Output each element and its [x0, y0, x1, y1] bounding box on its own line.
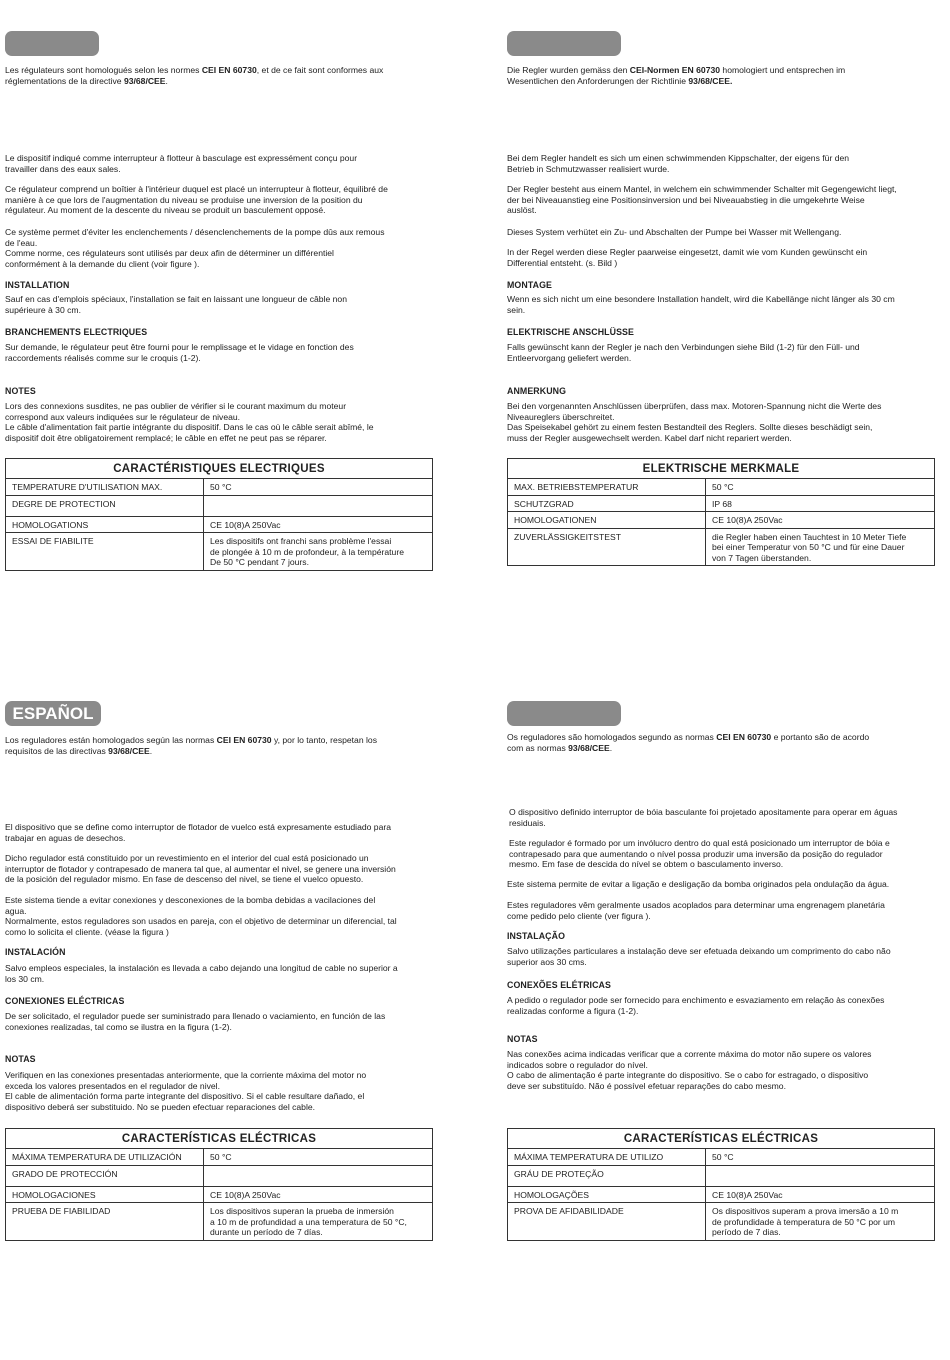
notes-paragraph: Nas conexões acima indicadas verificar que a corrente máxima do motor não supere os valores indicados sobre o regulador do nível. O cabo de alimentação é parte integrante do dispositivo. Se o cabo for estragado, o dispositivo deve ser substituído. Não é possível efetuar reparações do cabo mesmo.: [507, 1049, 872, 1091]
table-row: ESSAI DE FIABILITE Les dispositifs ont franchi sans problème l'essai de plongée à 10 m de profondeur, à la température De 50 °C pendant 7 jours.: [6, 533, 433, 571]
table-row: SCHUTZGRAD IP 68: [508, 495, 935, 512]
table-title: CARACTERÍSTICAS ELÉCTRICAS: [6, 1129, 433, 1149]
intro-paragraph: Los reguladores están homologados según las normas CEI EN 60730 y, por lo tanto, respetan los requisitos de las directivas 93/68/CEE.: [5, 735, 377, 756]
language-label-spanish: ESPAÑOL: [5, 701, 101, 726]
connections-paragraph: Sur demande, le régulateur peut être fourni pour le remplissage et le vidage en fonction des raccordements réalisés comme sur le croquis (1-2).: [5, 342, 354, 363]
installation-paragraph: Wenn es sich nicht um eine besondere Installation handelt, wird die Kabellänge nicht länger als 30 cm sein.: [507, 294, 895, 315]
table-row: HOMOLOGATIONS CE 10(8)A 250Vac: [6, 516, 433, 533]
connections-paragraph: De ser solicitado, el regulador puede ser suministrado para llenado o vaciamiento, en función de las conexiones realizadas, tal como se ilustra en la figura (1-2).: [5, 1011, 386, 1032]
table-row: HOMOLOGACIONES CE 10(8)A 250Vac: [6, 1186, 433, 1203]
connections-heading: BRANCHEMENTS ELECTRIQUES: [5, 327, 148, 337]
table-row: MÁXIMA TEMPERATURA DE UTILIZO 50 °C: [508, 1149, 935, 1166]
connections-heading: CONEXIONES ELÉCTRICAS: [5, 996, 125, 1006]
table-title: ELEKTRISCHE MERKMALE: [508, 459, 935, 479]
installation-paragraph: Salvo empleos especiales, la instalación es llevada a cabo dejando una longitud de cable no superior a los 30 cm.: [5, 963, 398, 984]
description-paragraph: Dieses System verhütet ein Zu- und Abschalten der Pumpe bei Wasser mit Wellengang.: [507, 227, 842, 237]
description-paragraph: Dicho regulador está constituido por un revestimiento en el interior del cual está posicionado un interruptor de flotador y contrapesado de manera tal que, al aumentar el nivel, se genere una inversión de la posición del regulador mismo. En fase de descenso del nivel, se tiene el vuelco opuesto.: [5, 853, 396, 884]
installation-heading: MONTAGE: [507, 280, 553, 290]
connections-paragraph: A pedido o regulador pode ser fornecido para enchimento e esvaziamento em relação às conexões realizadas conforme a figura (1-2).: [507, 995, 885, 1016]
electrical-specs-table: [507, 458, 935, 566]
table-row: PRUEBA DE FIABILIDAD Los dispositivos superan la prueba de inmersión a 10 m de profundidad a una temperatura de 50 °C, durante un período de 7 días.: [6, 1203, 433, 1241]
french-section: [5, 31, 435, 591]
installation-paragraph: Salvo utilizações particulares a instalação deve ser efetuada deixando um comprimento do cabo não superior aos 30 cms.: [507, 946, 891, 967]
description-paragraph: In der Regel werden diese Regler paarweise eingesetzt, damit wie vom Kunden gewünscht ein Differential entsteht. (s. Bild ): [507, 247, 868, 268]
notes-heading: ANMERKUNG: [507, 386, 567, 396]
table-row: GRÁU DE PROTEÇÃO: [508, 1165, 935, 1186]
table-row: HOMOLOGAÇÕES CE 10(8)A 250Vac: [508, 1186, 935, 1203]
description-paragraph: Ce système permet d'éviter les enclenchements / désenclenchements de la pompe dûs aux remous de l'eau. Comme norme, ces régulateurs sont utilisés par deux afin de déterminer un différentiel conformément à la demande du client (voir figure ).: [5, 227, 385, 269]
electrical-specs-table: [507, 1128, 935, 1241]
notes-paragraph: Verifiquen en las conexiones presentadas anteriormente, que la corriente máxima del motor no exceda los valores presentados en el regulador de nivel. El cable de alimentación forma parte integrante del dispositivo. Si el cable resultare dañado, el dispositivo deberá ser substituido. No se pueden efectuar reparaciones del cable.: [5, 1070, 367, 1112]
notes-paragraph: Lors des connexions susdites, ne pas oublier de vérifier si le courant maximum du moteur correspond aux valeurs indiquées sur le régulateur de niveau. Le câble d'alimentation fait partie intégrante du dispositif. Dans le cas où le câble serait abîmé, le dispositif doit être obligatoirement remplacé; le câble en effet ne peut pas se réparer.: [5, 401, 374, 443]
description-paragraph: Le dispositif indiqué comme interrupteur à flotteur à basculage est expressément conçu pour travailler dans des eaux sales.: [5, 153, 358, 174]
description-paragraph: Estes reguladores vêm geralmente usados acoplados para determinar uma engrenagem planetária come pedido pelo cliente (ver figura ).: [507, 900, 885, 921]
intro-paragraph: Die Regler wurden gemäss den CEI-Normen EN 60730 homologiert und entsprechen im Wesentlichen den Anforderungen der Richtlinie 93/68/CEE.: [507, 65, 846, 86]
table-row: TEMPERATURE D'UTILISATION MAX. 50 °C: [6, 479, 433, 496]
table-row: GRADO DE PROTECCIÓN: [6, 1165, 433, 1186]
intro-paragraph: Les régulateurs sont homologués selon les normes CEI EN 60730, et de ce fait sont conformes aux réglementations de la directive 93/68/CEE.: [5, 65, 384, 86]
installation-heading: INSTALLATION: [5, 280, 70, 290]
portuguese-section: [507, 701, 937, 1271]
table-row: PROVA DE AFIDABILIDADE Os dispositivos superam a prova imersão a 10 m de profundidade à temperatura de 50 °C por um período de 7 dias.: [508, 1203, 935, 1241]
description-paragraph: Este regulador é formado por um invólucro dentro do qual está posicionado um interruptor de bóia e contrapesado para que aumentando o nível possa produzir uma inversão da posição do regulador mesmo. Em fase de descida do nível se obtem o basculamento inverso.: [509, 838, 890, 869]
language-label-french: [5, 31, 99, 56]
language-label-portuguese: [507, 701, 621, 726]
spanish-section: [5, 701, 435, 1271]
table-row: ZUVERLÄSSIGKEITSTEST die Regler haben einen Tauchtest in 10 Meter Tiefe bei einer Temperatur von 50 °C und für eine Dauer von 7 Tagen überstanden.: [508, 528, 935, 566]
electrical-specs-table: [5, 458, 433, 571]
installation-heading: INSTALACIÓN: [5, 947, 66, 957]
electrical-specs-table: [5, 1128, 433, 1241]
connections-heading: ELEKTRISCHE ANSCHLÜSSE: [507, 327, 634, 337]
intro-paragraph: Os reguladores são homologados segundo as normas CEI EN 60730 e portanto são de acordo com as normas 93/68/CEE.: [507, 732, 870, 753]
table-row: MAX. BETRIEBSTEMPERATUR 50 °C: [508, 479, 935, 496]
table-row: MÁXIMA TEMPERATURA DE UTILIZACIÓN 50 °C: [6, 1149, 433, 1166]
description-paragraph: Bei dem Regler handelt es sich um einen schwimmenden Kippschalter, der eigens für den Betrieb in Schmutzwasser realisiert wurde.: [507, 153, 850, 174]
notes-heading: NOTAS: [507, 1034, 538, 1044]
description-paragraph: O dispositivo definido interruptor de bóia basculante foi projetado apositamente para operar em águas residuais.: [509, 807, 898, 828]
installation-heading: INSTALAÇÃO: [507, 931, 566, 941]
connections-paragraph: Falls gewünscht kann der Regler je nach den Verbindungen siehe Bild (1-2) für den Füll- und Entleervorgang geliefert werden.: [507, 342, 860, 363]
table-row: DEGRE DE PROTECTION: [6, 495, 433, 516]
description-paragraph: El dispositivo que se define como interruptor de flotador de vuelco está expresamente estudiado para trabajar en aguas de desechos.: [5, 822, 391, 843]
installation-paragraph: Sauf en cas d'emplois spéciaux, l'installation se fait en laissant une longueur de câble non supérieure à 30 cm.: [5, 294, 347, 315]
description-paragraph: Este sistema permite de evitar a ligação e desligação da bomba originados pela ondulação da água.: [507, 879, 890, 889]
description-paragraph: Ce régulateur comprend un boîtier à l'intérieur duquel est placé un interrupteur à flotteur, équilibré de manière à ce que lors de l'augmentation du niveau se produise une inversion de la position du régulateur. Au moment de la descente du niveau se produit un basculement opposé.: [5, 184, 388, 215]
language-label-german: [507, 31, 621, 56]
table-title: CARACTÉRISTIQUES ELECTRIQUES: [6, 459, 433, 479]
notes-paragraph: Bei den vorgenannten Anschlüssen überprüfen, dass max. Motoren-Spannung nicht die Werte des Niveaureglers überschreitet. Das Speisekabel gehört zu einem festen Bestandteil des Reglers. Sollte dieses beschädigt sein, muss der Regler ausgewechselt werden. Kabel darf nicht repariert werden.: [507, 401, 882, 443]
notes-heading: NOTAS: [5, 1054, 36, 1064]
german-section: [507, 31, 937, 591]
table-row: HOMOLOGATIONEN CE 10(8)A 250Vac: [508, 512, 935, 529]
description-paragraph: Este sistema tiende a evitar conexiones y desconexiones de la bomba debidas a vacilaciones del agua. Normalmente, estos reguladores son usados en pareja, con el objetivo de determinar un diferencial, tal como lo solicita el cliente. (véase la figura ): [5, 895, 397, 937]
table-title: CARACTERÍSTICAS ELÉCTRICAS: [508, 1129, 935, 1149]
connections-heading: CONEXÕES ELÉTRICAS: [507, 980, 611, 990]
description-paragraph: Der Regler besteht aus einem Mantel, in welchem ein schwimmender Schalter mit Gegengewicht liegt, der bei Niveauanstieg eine Positionsinversion und bei Niveauabstieg in die umgekehrte Weise auslöst.: [507, 184, 897, 215]
notes-heading: NOTES: [5, 386, 36, 396]
